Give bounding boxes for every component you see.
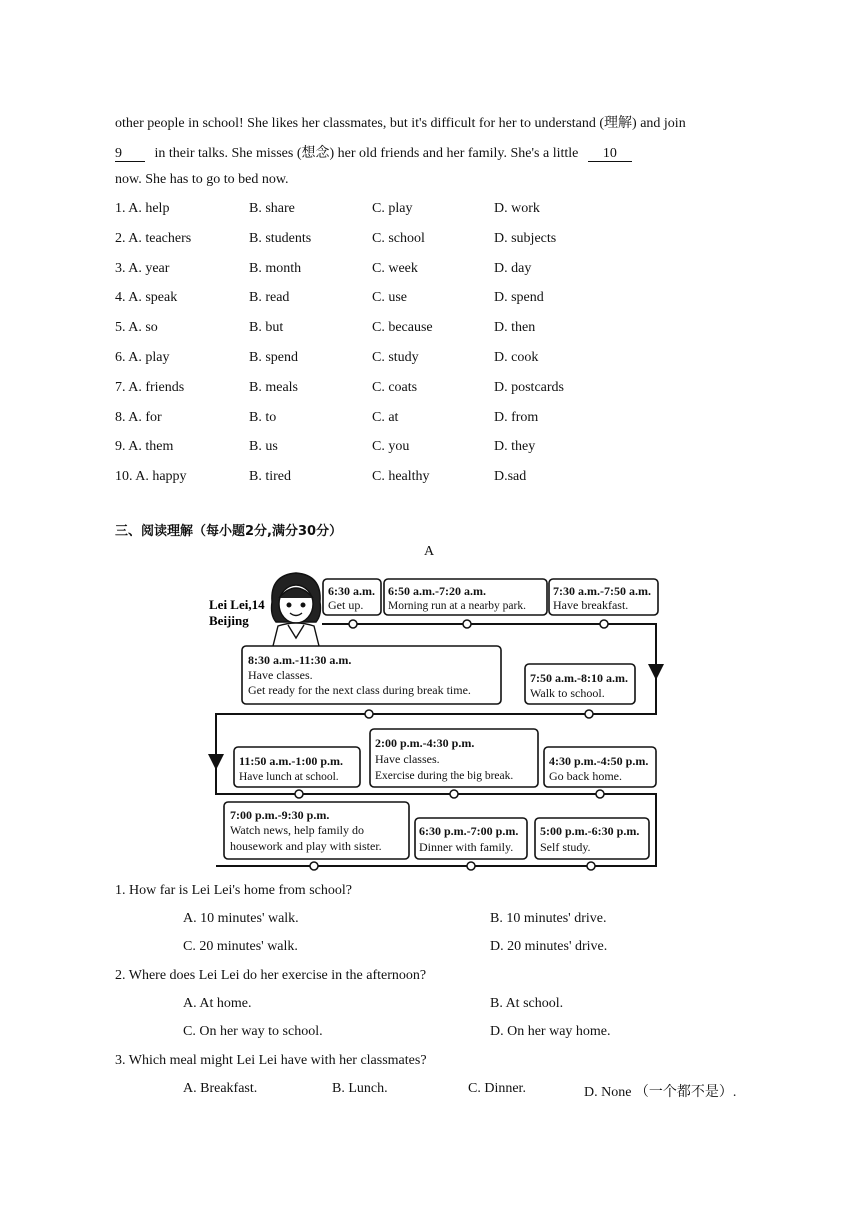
cloze-option[interactable]: C. you [372, 439, 410, 455]
answer-option[interactable]: A. Breakfast. [183, 1081, 258, 1096]
event-time: 7:50 a.m.-8:10 a.m. [530, 671, 628, 685]
question-stem: 3. Which meal might Lei Lei have with her classmates? [115, 1053, 427, 1068]
cloze-option[interactable]: D.sad [494, 469, 527, 485]
event-desc: Self study. [540, 840, 591, 854]
cloze-option[interactable]: D. subjects [494, 230, 557, 246]
cloze-option[interactable]: B. us [249, 439, 278, 455]
cloze-option[interactable]: B. students [249, 230, 312, 246]
answer-option[interactable]: A. At home. [183, 996, 252, 1011]
answer-option[interactable]: A. 10 minutes' walk. [183, 911, 299, 926]
event-desc: Have lunch at school. [239, 771, 339, 783]
passage-line-2-text: in their talks. She misses (想念) her old friends and her family. She's a little [154, 146, 579, 161]
answer-option[interactable]: B. Lunch. [332, 1081, 388, 1096]
event-time: 5:00 p.m.-6:30 p.m. [540, 824, 640, 838]
cloze-option[interactable]: 6. A. play [115, 350, 170, 365]
event-time: 8:30 a.m.-11:30 a.m. [248, 653, 352, 667]
cloze-option[interactable]: 2. A. teachers [115, 230, 192, 246]
passage-part-label: A [424, 544, 435, 559]
cloze-option[interactable]: B. spend [249, 350, 298, 365]
cloze-option[interactable]: C. healthy [372, 469, 430, 485]
cloze-option[interactable]: D. postcards [494, 379, 564, 395]
answer-option[interactable]: B. At school. [490, 996, 564, 1011]
event-desc-2: housework and play with sister. [230, 839, 382, 853]
answer-option[interactable]: C. 20 minutes' walk. [183, 939, 298, 954]
cloze-option[interactable]: D. spend [494, 290, 544, 306]
event-time: 7:30 a.m.-7:50 a.m. [553, 584, 651, 598]
cloze-option[interactable]: C. coats [372, 379, 418, 395]
cloze-option[interactable]: D. cook [494, 350, 539, 365]
blank-9: 9 [115, 146, 145, 162]
cloze-option[interactable]: C. at [372, 409, 399, 425]
event-desc: Walk to school. [530, 686, 605, 700]
cloze-option[interactable]: 1. A. help [115, 201, 170, 216]
cloze-option[interactable]: C. play [372, 201, 413, 216]
passage-line-1: other people in school! She likes her classmates, but it's difficult for her to understand (理解) and join [115, 116, 686, 131]
event-time: 7:00 p.m.-9:30 p.m. [230, 808, 330, 822]
answer-option[interactable]: C. On her way to school. [183, 1024, 323, 1039]
event-time: 2:00 p.m.-4:30 p.m. [375, 736, 475, 750]
event-desc: Morning run at a nearby park. [388, 600, 526, 612]
cloze-option[interactable]: 10. A. happy [115, 469, 187, 485]
blank-10: 10 [588, 146, 632, 162]
event-time: 6:30 p.m.-7:00 p.m. [419, 824, 519, 838]
cloze-option[interactable]: D. they [494, 439, 536, 455]
event-desc: Get up. [328, 598, 364, 612]
cloze-option[interactable]: B. to [249, 409, 277, 425]
cloze-option[interactable]: C. study [372, 350, 419, 365]
person-city: Beijing [209, 613, 249, 628]
event-desc: Have classes. [248, 668, 313, 682]
event-time: 6:50 a.m.-7:20 a.m. [388, 584, 486, 598]
event-time: 4:30 p.m.-4:50 p.m. [549, 754, 649, 768]
cloze-option[interactable]: D. from [494, 409, 539, 425]
cloze-option[interactable]: C. week [372, 260, 418, 276]
cloze-option[interactable]: C. because [372, 320, 433, 336]
event-desc-2: Get ready for the next class during break time. [248, 683, 471, 697]
cloze-option[interactable]: 7. A. friends [115, 379, 185, 395]
answer-option[interactable]: D. On her way home. [490, 1024, 611, 1039]
event-time: 6:30 a.m. [328, 584, 375, 598]
cloze-option[interactable]: B. share [249, 201, 295, 216]
event-desc-2: Exercise during the big break. [375, 770, 514, 782]
cloze-option[interactable]: B. tired [249, 469, 291, 485]
event-desc: Watch news, help family do [230, 823, 364, 837]
cloze-option[interactable]: 3. A. year [115, 260, 170, 276]
answer-option[interactable]: D. None （一个都不是）. [584, 1085, 737, 1100]
answer-option[interactable]: D. 20 minutes' drive. [490, 939, 608, 954]
cloze-option[interactable]: B. read [249, 290, 290, 306]
answer-option[interactable]: B. 10 minutes' drive. [490, 911, 607, 926]
cloze-option[interactable]: C. school [372, 230, 425, 246]
answer-option[interactable]: C. Dinner. [468, 1081, 526, 1096]
section-heading: 三、阅读理解（每小题2分,满分30分） [115, 524, 343, 539]
question-stem: 2. Where does Lei Lei do her exercise in the afternoon? [115, 968, 427, 983]
cloze-option[interactable]: B. month [249, 260, 302, 276]
cloze-option[interactable]: D. then [494, 320, 536, 336]
event-desc: Have classes. [375, 752, 440, 766]
person-name: Lei Lei,14 [209, 597, 265, 612]
cloze-option[interactable]: 9. A. them [115, 439, 174, 455]
cloze-option[interactable]: D. work [494, 201, 540, 216]
girl-illustration [272, 573, 321, 650]
cloze-option[interactable]: 5. A. so [115, 320, 158, 336]
cloze-option[interactable]: D. day [494, 260, 532, 276]
cloze-option[interactable]: 8. A. for [115, 409, 162, 425]
passage-line-3: now. She has to go to bed now. [115, 172, 289, 187]
event-desc: Dinner with family. [419, 840, 514, 854]
event-desc: Go back home. [549, 769, 622, 783]
cloze-option[interactable]: C. use [372, 290, 407, 306]
cloze-option[interactable]: B. but [249, 320, 284, 336]
question-stem: 1. How far is Lei Lei's home from school? [115, 883, 352, 898]
event-desc: Have breakfast. [553, 598, 629, 612]
event-time: 11:50 a.m.-1:00 p.m. [239, 754, 343, 768]
cloze-option[interactable]: B. meals [249, 379, 298, 395]
cloze-option[interactable]: 4. A. speak [115, 290, 178, 306]
